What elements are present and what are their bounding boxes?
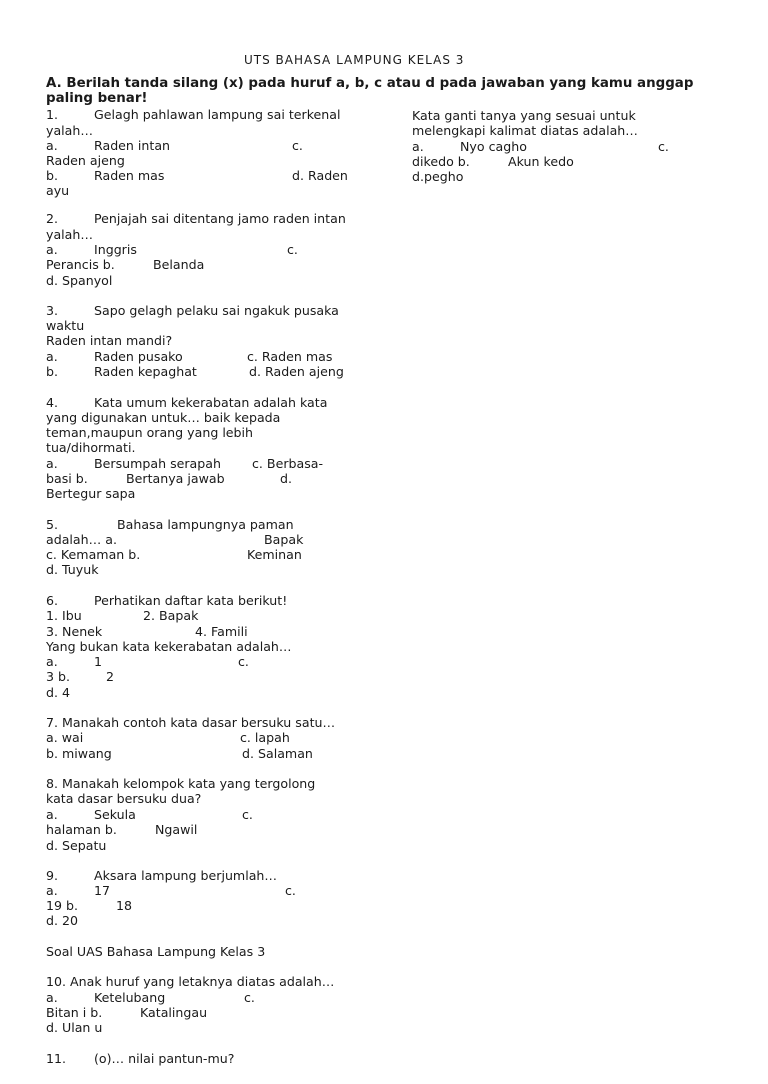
question-line-text: Soal UAS Bahasa Lampung Kelas 3 xyxy=(46,944,266,959)
question-line-text: 10. Anak huruf yang letaknya diatas adalah… xyxy=(46,974,335,989)
question-line-text: 1. Ibu xyxy=(46,608,82,623)
question-line-text: d. 20 xyxy=(46,913,79,928)
question-line-text: d.pegho xyxy=(412,169,464,184)
question-line-text: Katalingau xyxy=(140,1005,208,1020)
question-line-text: d. Salaman xyxy=(242,746,313,761)
question-line-text: 8. Manakah kelompok kata yang tergolong xyxy=(46,776,316,791)
question-line-text: 11. xyxy=(46,1051,67,1066)
question-line-text: Penjajah sai ditentang jamo raden intan xyxy=(94,211,346,226)
question-line-text: Raden ajeng xyxy=(46,153,125,168)
question-line-text: 3. xyxy=(46,303,59,318)
question-line-text: Sekula xyxy=(94,807,136,822)
question-line-text: 2. Bapak xyxy=(143,608,199,623)
question-line-text: Raden intan mandi? xyxy=(46,333,173,348)
question-line-text: c. xyxy=(287,242,298,257)
question-line-text: a. xyxy=(412,139,424,154)
question-line-text: Perhatikan daftar kata berikut! xyxy=(94,593,288,608)
question-line-text: 17 xyxy=(94,883,111,898)
question-line-text: adalah… a. xyxy=(46,532,117,547)
question-line-text: Ketelubang xyxy=(94,990,166,1005)
question-line-text: Belanda xyxy=(153,257,205,272)
question-line-text: c. xyxy=(285,883,296,898)
question-line-text: d. Spanyol xyxy=(46,273,113,288)
question-line-text: a. xyxy=(46,883,58,898)
question-line-text: 7. Manakah contoh kata dasar bersuku satu… xyxy=(46,715,336,730)
question-line-text: kata dasar bersuku dua? xyxy=(46,791,202,806)
question-line-text: 3 b. xyxy=(46,669,71,684)
question-line-text: basi b. xyxy=(46,471,88,486)
question-line-text: dikedo b. xyxy=(412,154,470,169)
question-line-text: c. xyxy=(244,990,255,1005)
question-line-text: c. lapah xyxy=(240,730,290,745)
question-line-text: c. Kemaman b. xyxy=(46,547,141,562)
question-line-text: d. Tuyuk xyxy=(46,562,99,577)
question-line-text: b. xyxy=(46,364,58,379)
question-line-text: a. xyxy=(46,242,58,257)
question-line-text: 2 xyxy=(106,669,115,684)
question-line-text: 1. xyxy=(46,107,59,122)
question-line-text: yalah… xyxy=(46,123,93,138)
question-line-text: Bahasa lampungnya paman xyxy=(117,517,294,532)
question-line-text: Aksara lampung berjumlah… xyxy=(94,868,277,883)
question-line-text: Bapak xyxy=(264,532,304,547)
question-line-text: Raden intan xyxy=(94,138,171,153)
question-line-text: 4. Famili xyxy=(195,624,248,639)
question-line-text: a. xyxy=(46,456,58,471)
question-line-text: Bitan i b. xyxy=(46,1005,103,1020)
question-line-text: a. xyxy=(46,138,58,153)
question-line-text: yalah… xyxy=(46,227,93,242)
question-line-text: 2. xyxy=(46,211,59,226)
question-line-text: 9. xyxy=(46,868,59,883)
question-line-text: c. xyxy=(292,138,303,153)
question-line-text: b. miwang xyxy=(46,746,112,761)
question-line-text: d. Raden xyxy=(292,168,348,183)
question-line-text: 19 b. xyxy=(46,898,79,913)
question-line-text: 5. xyxy=(46,517,59,532)
question-line-text: 4. xyxy=(46,395,59,410)
question-line-text: melengkapi kalimat diatas adalah… xyxy=(412,123,638,138)
question-line-text: yang digunakan untuk… baik kepada xyxy=(46,410,281,425)
question-line-text: c. xyxy=(242,807,253,822)
question-line-text: Bersumpah serapah xyxy=(94,456,221,471)
question-line-text: Bertanya jawab xyxy=(126,471,225,486)
question-line-text: a. xyxy=(46,654,58,669)
question-line-text: halaman b. xyxy=(46,822,117,837)
question-line-text: a. xyxy=(46,807,58,822)
question-line-text: a. wai xyxy=(46,730,84,745)
question-line-text: 1 xyxy=(94,654,103,669)
question-line-text: Keminan xyxy=(247,547,302,562)
question-line-text: d. Ulan u xyxy=(46,1020,103,1035)
question-line-text: 3. Nenek xyxy=(46,624,103,639)
question-line-text: ayu xyxy=(46,183,70,198)
question-line-text: Yang bukan kata kekerabatan adalah… xyxy=(46,639,292,654)
question-line-text: a. xyxy=(46,349,58,364)
question-line-text: Ngawil xyxy=(155,822,198,837)
question-line-text: c. Raden mas xyxy=(247,349,333,364)
question-line-text: c. xyxy=(238,654,249,669)
question-line-text: d. Sepatu xyxy=(46,838,107,853)
question-line-text: c. Berbasa- xyxy=(252,456,324,471)
question-line-text: Inggris xyxy=(94,242,137,257)
question-line-text: Raden kepaghat xyxy=(94,364,197,379)
question-line-text: (o)… nilai pantun-mu? xyxy=(94,1051,235,1066)
question-line-text: teman,maupun orang yang lebih xyxy=(46,425,254,440)
question-line-text: d. Raden ajeng xyxy=(249,364,344,379)
question-line-text: Nyo cagho xyxy=(460,139,527,154)
question-line-text: 18 xyxy=(116,898,133,913)
question-line-text: Sapo gelagh pelaku sai ngakuk pusaka xyxy=(94,303,339,318)
question-line-text: Perancis b. xyxy=(46,257,115,272)
question-line-text: Akun kedo xyxy=(508,154,574,169)
question-line-text: Raden mas xyxy=(94,168,165,183)
page-title: UTS BAHASA LAMPUNG KELAS 3 xyxy=(244,53,465,67)
question-line-text: b. xyxy=(46,168,58,183)
question-line-text: d. 4 xyxy=(46,685,71,700)
question-line-text: Raden pusako xyxy=(94,349,183,364)
question-line-text: Kata ganti tanya yang sesuai untuk xyxy=(412,108,636,123)
question-line-text: Bertegur sapa xyxy=(46,486,136,501)
question-line-text: Gelagh pahlawan lampung sai terkenal xyxy=(94,107,341,122)
instruction-heading: A. Berilah tanda silang (x) pada huruf a, b, c atau d pada jawaban yang kamu anggap paling benar! xyxy=(46,76,694,106)
question-line-text: c. xyxy=(658,139,669,154)
question-line-text: d. xyxy=(280,471,292,486)
question-line-text: 6. xyxy=(46,593,59,608)
question-line-text: tua/dihormati. xyxy=(46,440,136,455)
question-line-text: a. xyxy=(46,990,58,1005)
question-line-text: waktu xyxy=(46,318,85,333)
question-line-text: Kata umum kekerabatan adalah kata xyxy=(94,395,328,410)
